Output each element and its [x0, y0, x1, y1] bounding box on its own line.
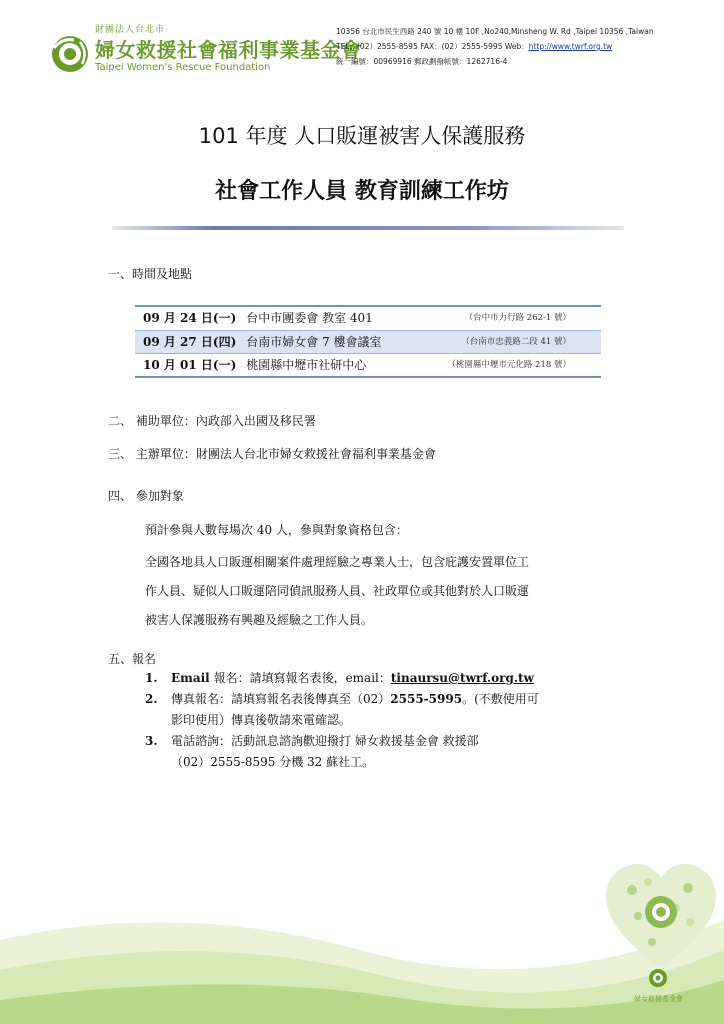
schedule-row: [135, 307, 601, 330]
schedule-address: （桃園縣中壢市元化路 218 號）: [447, 360, 571, 370]
schedule-table: [135, 305, 601, 378]
schedule-date: 09 月 27 日(四): [143, 335, 237, 349]
title-line-2: 社會工作人員 教育訓練工作坊: [215, 179, 509, 204]
fax-number: 2555-5995: [390, 692, 463, 706]
participants-line: 被害人保護服務有興趣及經驗之工作人員。: [145, 613, 374, 627]
item-number: 2.: [145, 692, 158, 706]
title-line-1: 101 年度 人口販運被害人保護服務: [198, 124, 526, 148]
foundation-logo-icon: [50, 34, 90, 74]
section-registration: 五、報名: [108, 652, 157, 666]
fax-note-continued: 影印使用）傳真後敬請來電確認。: [171, 713, 352, 727]
participants-intro: 預計參與人數每場次 40 人，參與對象資格包含：: [145, 523, 408, 537]
schedule-date: 09 月 24 日(一): [143, 311, 237, 325]
registration-fax-item: [145, 689, 625, 710]
section-sponsor: 二、 補助單位：內政部入出國及移民署: [108, 414, 316, 428]
letterhead: [0, 0, 724, 80]
registration-email-link[interactable]: tinaursu@twrf.org.tw: [390, 671, 534, 685]
address-line: 10356 台北市民生西路 240 號 10 樓 10F ,No240,Minsheng W. Rd ,Taipei 10356 ,Taiwan: [336, 27, 654, 36]
registration-list: [145, 668, 625, 773]
schedule-place: 台中市團委會 教室 401: [246, 311, 373, 325]
registration-email-item: [145, 668, 625, 689]
schedule-date: 10 月 01 日(一): [143, 358, 237, 372]
section-time-place: 一、時間及地點: [108, 267, 193, 281]
heart-motif-icon: [602, 860, 720, 972]
org-prefix: 財團法人台北市: [95, 25, 166, 35]
registration-phone-item: [145, 731, 625, 752]
email-instructions: 報名：請填寫報名表後，email：: [209, 671, 391, 685]
fax-note: 。(不敷使用可: [462, 692, 539, 706]
item-number: 1.: [145, 671, 158, 685]
participants-line: 作人員、疑似人口販運陪同偵訊服務人員、社政單位或其他對於人口販運: [145, 584, 530, 598]
schedule-place: 桃園縣中壢市社研中心: [246, 358, 367, 372]
phone-fax: TEL：(02）2555-8595 FAX：(02）2555-5995 Web：: [336, 42, 529, 51]
schedule-row: [135, 353, 601, 376]
title-divider: [112, 226, 624, 230]
website-link[interactable]: http://www.twrf.org.tw: [528, 42, 613, 51]
schedule-place: 台南市婦女會 7 樓會議室: [246, 335, 382, 349]
footer-logo-icon: [648, 968, 668, 988]
section-organizer: 三、 主辦單位：財團法人台北市婦女救援社會福利事業基金會: [108, 447, 436, 461]
section-participants: 四、 參加對象: [108, 489, 184, 503]
tax-account-line: 統一編號：00969916 郵政劃撥帳號：1262716-4: [336, 57, 508, 66]
participants-description: [145, 548, 615, 635]
phone-contact: （02）2555-8595 分機 32 蘇社工。: [171, 755, 375, 769]
fax-instructions: 傳真報名：請填寫報名表後傳真至（02）: [171, 692, 391, 706]
phone-instructions: 電話諮詢：活動訊息諮詢歡迎撥打 婦女救援基金會 救援部: [171, 734, 479, 748]
participants-line: 全國各地具人口販運相關案件處理經驗之專業人士，包含庇護安置單位工: [145, 555, 530, 569]
footer-logo-text: 婦女救援基金會: [634, 995, 683, 1003]
email-label: Email: [171, 671, 210, 685]
contact-block: [336, 24, 706, 69]
schedule-row: [135, 330, 601, 353]
schedule-address: （台南市忠義路二段 41 號）: [461, 337, 571, 347]
schedule-address: （台中市力行路 262-1 號）: [464, 313, 571, 323]
org-english-name: Taipei Women's Rescue Foundation: [95, 62, 271, 73]
org-name: 婦女救援社會福利事業基金會: [95, 38, 362, 62]
phone-fax-line: [336, 39, 706, 54]
item-number: 3.: [145, 734, 158, 748]
